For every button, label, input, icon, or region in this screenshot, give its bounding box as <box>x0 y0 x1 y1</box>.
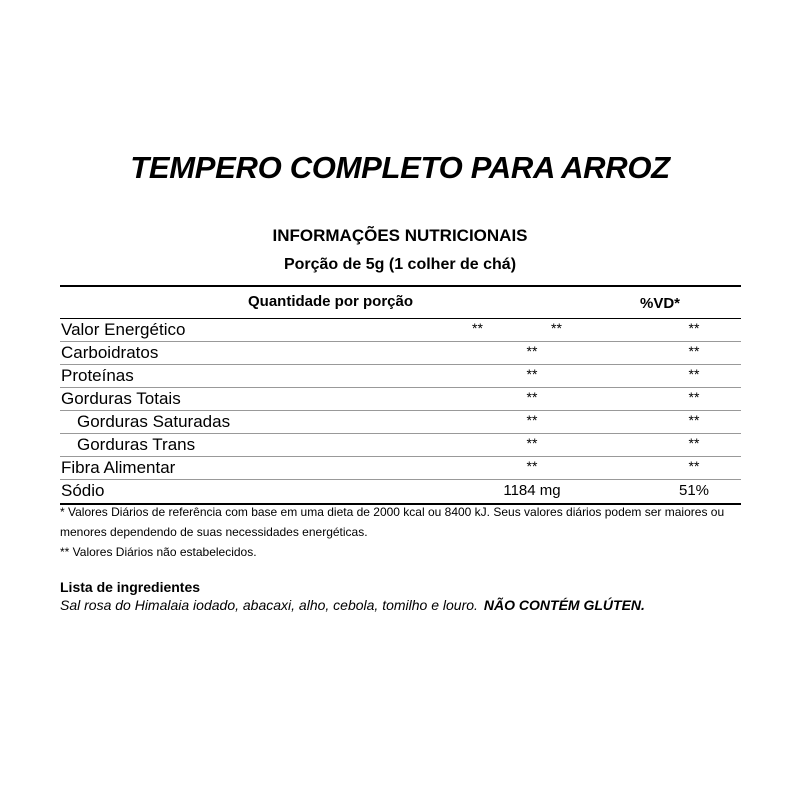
daily-values-footnote: * Valores Diários de referência com base em uma dieta de 2000 kcal ou 8400 kJ. Seus valores diários podem ser maiores ou menores dependendo de suas necessidades energéticas. <box>60 505 725 539</box>
nutrient-quantity: ** <box>526 458 538 474</box>
nutrient-quantity: ** <box>526 412 538 428</box>
nutrient-name: Carboidratos <box>61 343 159 362</box>
vd-header: %VD* <box>640 295 681 312</box>
gluten-warning: NÃO CONTÉM GLÚTEN. <box>483 597 645 613</box>
nutrient-vd: ** <box>688 320 700 336</box>
table-header <box>60 287 741 319</box>
table-row <box>60 319 741 342</box>
not-established-footnote: ** Valores Diários não estabelecidos. <box>60 545 257 559</box>
nutrient-quantity: ** <box>526 343 538 359</box>
nutrient-vd: ** <box>688 389 700 405</box>
nutrient-quantity: ** <box>526 435 538 451</box>
nutrition-table <box>60 285 741 505</box>
nutrient-quantity: ** <box>526 389 538 405</box>
table-row <box>60 411 741 434</box>
nutrient-name: Proteínas <box>61 366 134 385</box>
nutrient-name: Gorduras Totais <box>61 389 181 408</box>
nutrient-vd: ** <box>688 366 700 382</box>
nutrition-heading: INFORMAÇÕES NUTRICIONAIS <box>272 226 528 245</box>
nutrient-quantity: ** <box>472 320 483 336</box>
nutrient-name: Valor Energético <box>61 320 186 339</box>
nutrient-name: Sódio <box>61 481 105 500</box>
table-row <box>60 342 741 365</box>
nutrient-vd: ** <box>688 435 700 451</box>
table-row <box>60 388 741 411</box>
table-row <box>60 457 741 480</box>
quantity-header: Quantidade por porção <box>248 293 414 310</box>
nutrient-vd: 51% <box>678 482 710 499</box>
table-row <box>60 365 741 388</box>
nutrient-name: Fibra Alimentar <box>61 458 176 477</box>
serving-size: Porção de 5g (1 colher de chá) <box>283 256 517 273</box>
nutrient-name: Gorduras Saturadas <box>77 412 231 431</box>
nutrient-quantity: ** <box>526 366 538 382</box>
product-title: TEMPERO COMPLETO PARA ARROZ <box>130 150 670 185</box>
nutrient-vd: ** <box>688 412 700 428</box>
ingredients-list <box>60 597 645 613</box>
nutrient-vd: ** <box>688 343 700 359</box>
nutrient-quantity: ** <box>551 320 562 336</box>
table-row <box>60 434 741 457</box>
nutrient-name: Gorduras Trans <box>77 435 196 454</box>
ingredients-text: Sal rosa do Himalaia iodado, abacaxi, alho, cebola, tomilho e louro. <box>60 597 478 613</box>
ingredients-title: Lista de ingredientes <box>60 579 201 595</box>
nutrient-vd: ** <box>688 458 700 474</box>
nutrient-quantity: 1184 mg <box>503 482 561 499</box>
